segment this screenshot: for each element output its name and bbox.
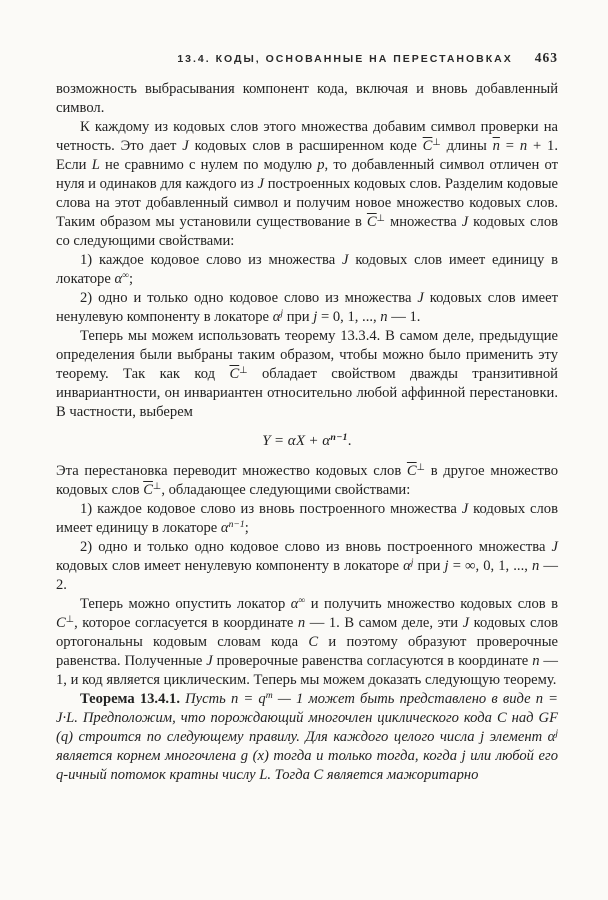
text-segment: множества xyxy=(385,214,462,230)
text-segment: , обладающее следующими свойствами: xyxy=(161,482,411,498)
text-segment: кодовых слов со следующими свойствами: xyxy=(56,214,559,249)
text-segment: кодовых слов ортогональны кодовым словам кода xyxy=(56,615,559,650)
text-segment: ; xyxy=(244,520,249,536)
text-segment: ⊥ xyxy=(376,213,386,225)
text-segment: n xyxy=(297,615,306,631)
list-item xyxy=(56,500,558,538)
list-item xyxy=(56,289,558,327)
text-segment: , которое согласуется в координате xyxy=(74,615,298,631)
page-header xyxy=(56,50,558,66)
text-segment: n xyxy=(531,558,540,574)
text-segment: Эта перестановка переводит множество кодовых слов xyxy=(56,463,407,479)
text-segment: К каждому из кодовых слов этого множества добавим символ проверки на четность. Это дает xyxy=(56,119,558,154)
text-segment: $\overline{C}$ xyxy=(143,482,153,498)
paragraph xyxy=(56,327,558,422)
text-segment: проверочные равенства согласуются в координате xyxy=(212,653,533,669)
text-segment: J xyxy=(182,138,189,154)
text-segment: J xyxy=(461,214,469,230)
text-segment: ⊥ xyxy=(432,137,441,149)
text-segment: Y xyxy=(262,433,271,449)
text-segment: ⊥ xyxy=(152,481,162,493)
text-segment: при xyxy=(413,558,445,574)
text-segment: является корнем многочлена g (x) тогда и только тогда, когда j или любой его q-ичный потомок кратны числу L. Тогда C является мажоритарно xyxy=(56,748,558,783)
text-segment: . xyxy=(347,433,352,449)
text-segment: кодовых слов имеет ненулевую компоненту в локаторе xyxy=(56,558,404,574)
text-segment: — 2. xyxy=(56,558,558,593)
text-segment: кодовых слов имеет ненулевую компоненту в локаторе xyxy=(56,290,558,325)
text-segment: α xyxy=(290,596,299,612)
text-segment: 2) одно и только одно кодовое слово из множества xyxy=(80,290,418,306)
text-segment: J xyxy=(206,653,213,669)
text-segment: αX xyxy=(287,433,306,449)
text-segment: — 1, и код является циклическим. Теперь мы можем доказать следующую теорему. xyxy=(56,653,558,688)
text-segment: = xyxy=(499,138,520,154)
text-segment: + xyxy=(305,433,323,449)
text-segment: = xyxy=(270,433,288,449)
text-segment: $\overline{C}$ xyxy=(229,366,240,382)
text-segment: 1) каждое кодовое слово из вновь построенного множества xyxy=(80,501,462,517)
text-segment: n xyxy=(519,138,528,154)
text-segment: $\overline{n}$ xyxy=(492,138,500,154)
text-segment: α xyxy=(322,433,331,449)
text-segment: и поэтому образуют проверочные равенства. Полученные xyxy=(56,634,558,669)
text-segment: n xyxy=(380,309,388,325)
text-segment: j xyxy=(410,557,414,569)
text-segment: j xyxy=(280,308,284,320)
text-segment: m xyxy=(265,690,273,702)
text-segment: при xyxy=(283,309,314,325)
text-segment: — 1. В самом деле, эти xyxy=(305,615,463,631)
text-segment: α xyxy=(220,520,229,536)
text-segment: длины xyxy=(440,138,493,154)
text-segment: n xyxy=(532,653,540,669)
text-segment: $\overline{C}$ xyxy=(406,463,417,479)
text-segment: ⊥ xyxy=(416,462,426,474)
text-segment: J xyxy=(417,290,424,306)
text-segment: n−1 xyxy=(330,432,348,444)
text-segment: = 0, 1, ..., xyxy=(317,309,381,325)
text-segment: α xyxy=(272,309,281,325)
text-segment: $\overline{C}$ xyxy=(422,138,433,154)
text-segment: ∞ xyxy=(298,595,306,607)
text-segment: J xyxy=(342,252,349,268)
text-segment: n−1 xyxy=(228,519,245,531)
text-segment: ∞ xyxy=(122,270,129,282)
text-segment: J xyxy=(462,615,470,631)
text-segment: J xyxy=(461,501,469,517)
theorem-paragraph xyxy=(56,690,558,785)
paragraph xyxy=(56,595,558,690)
formula xyxy=(56,432,558,451)
text-segment: Теперь мы можем использовать теорему 13.3.4. В самом деле, предыдущие определения были выбраны таким образом, чтобы можно было применить эту теорему. Так как код xyxy=(56,328,558,382)
list-item xyxy=(56,251,558,289)
text-segment: j xyxy=(555,728,558,740)
text-segment: Теперь можно опустить локатор xyxy=(80,596,291,612)
text-segment: Теорема 13.4.1. xyxy=(80,691,180,707)
text-segment: возможность выбрасывания компонент кода, включая и вновь добавленный символ. xyxy=(56,81,558,116)
text-segment: Пусть n = q xyxy=(179,691,266,707)
text-segment: J xyxy=(257,176,264,192)
text-segment: $\overline{C}$ xyxy=(366,214,377,230)
text-segment: не сравнимо с нулем по модулю xyxy=(99,157,318,173)
running-title: 13.4. КОДЫ, ОСНОВАННЫЕ НА ПЕРЕСТАНОВКАХ xyxy=(177,53,513,65)
text-segment: C xyxy=(308,634,319,650)
text-segment: кодовых слов в расширенном коде xyxy=(188,138,423,154)
text-segment: в другое множество кодовых слов xyxy=(56,463,558,498)
text-segment: J xyxy=(551,539,558,555)
text-segment: α xyxy=(403,558,411,574)
page-body xyxy=(56,80,558,785)
page-number: 463 xyxy=(534,50,558,65)
text-segment: p xyxy=(317,157,325,173)
text-segment: построенных кодовых слов. Разделим кодовые слова на этот добавленный символ и получим новое множество кодовых слов. Таким образом мы установили существование в xyxy=(56,176,558,230)
text-segment: — 1 может быть представлено в виде n = J·L. Предположим, что порождающий многочлен циклического кода C над GF (q) строится по следующему правилу. Для каждого целого числа j элемент α xyxy=(56,691,558,745)
paragraph-continuation xyxy=(56,80,558,118)
paragraph xyxy=(56,118,558,251)
text-segment: и получить множество кодовых слов в xyxy=(305,596,558,612)
text-segment: ⊥ xyxy=(239,365,248,377)
text-segment: j xyxy=(313,309,318,325)
text-segment: L xyxy=(91,157,100,173)
text-segment: = ∞, 0, 1, ..., xyxy=(448,558,532,574)
text-segment: 1) каждое кодовое слово из множества xyxy=(80,252,343,268)
text-segment: кодовых слов имеет единицу в локаторе xyxy=(56,252,558,287)
text-segment: ; xyxy=(129,271,134,287)
text-segment: — 1. xyxy=(387,309,421,325)
text-segment: C xyxy=(56,615,66,631)
text-segment: кодовых слов имеет единицу в локаторе xyxy=(56,501,558,536)
text-segment: обладает свойством дважды транзитивной инвариантности, он инвариантен относительно любой аффинной перестановки. В частности, выберем xyxy=(56,366,558,420)
text-segment: α xyxy=(114,271,123,287)
text-segment: j xyxy=(444,558,449,574)
text-segment: + 1. Если xyxy=(56,138,558,173)
text-segment: , то добавленный символ отличен от нуля и одинаков для каждого из xyxy=(56,157,558,192)
text-segment: 2) одно и только одно кодовое слово из вновь построенного множества xyxy=(80,539,552,555)
paragraph xyxy=(56,462,558,500)
text-segment: ⊥ xyxy=(65,614,75,626)
list-item xyxy=(56,538,558,595)
